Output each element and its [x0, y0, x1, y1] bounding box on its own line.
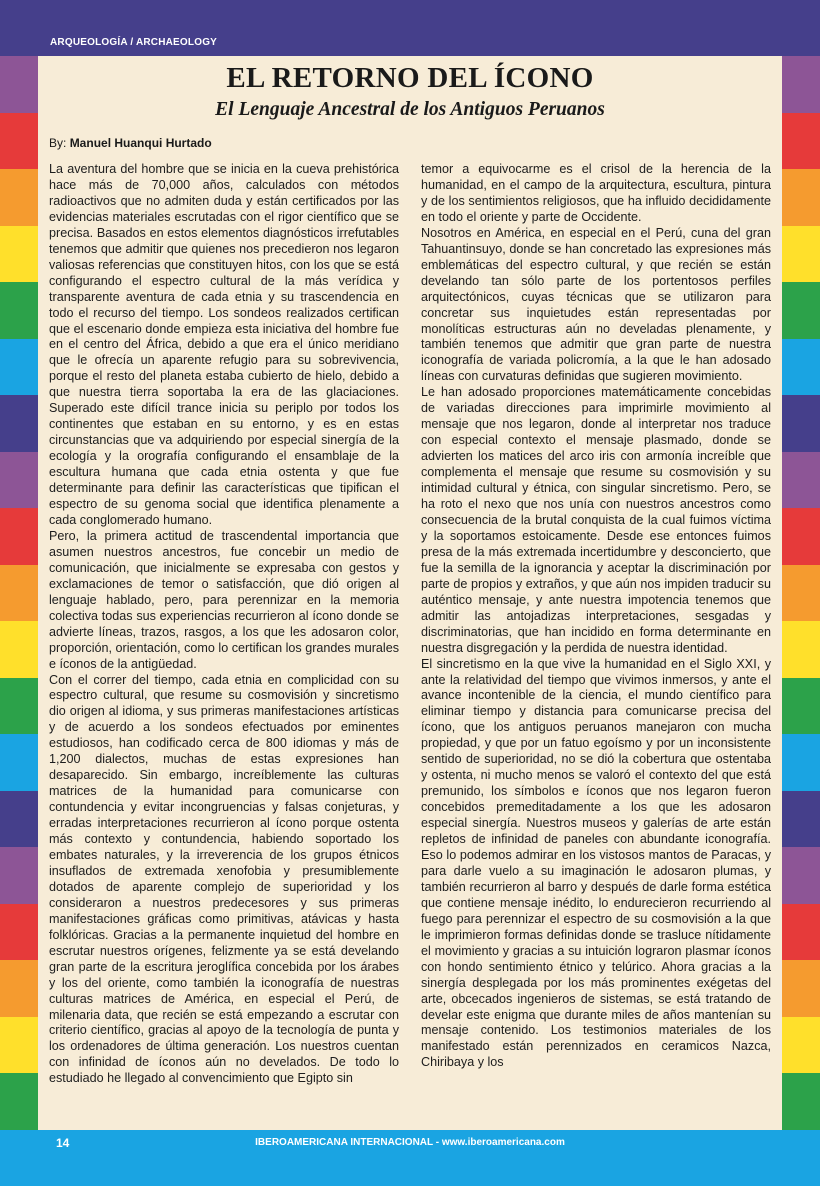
rainbow-segment: [782, 960, 820, 1017]
rainbow-segment: [782, 169, 820, 226]
rainbow-segment: [782, 113, 820, 170]
paragraph: Pero, la primera actitud de trascendental importancia que asumen nuestros ancestros, fue concebir un medio de comunicación, que inicialmente se expresaba con gestos y exclamaciones de temor o satisfacción, que dió origen al lenguaje hablado, pero, para perennizar en la memoria colectiva todas sus experiencias recurrieron al ícono donde se advierte líneas, trazos, rasgos, a los que les adosaron color, proporción, orientación, como lo certifican los grandes murales e íconos de la antigüedad.: [49, 528, 399, 671]
rainbow-segment: [782, 452, 820, 509]
rainbow-segment: [782, 56, 820, 113]
paragraph: Con el correr del tiempo, cada etnia en complicidad con su espectro cultural, que resume su cosmovisión y sincretismo dio origen al idioma, y sus primeras manifestaciones artísticas y de acuerdo a los sondeos efectuados por eminentes estudiosos, han codificado cerca de 800 idiomas y más de 1,200 dialectos, muchas de estas expresiones han desaparecido. Sin embargo, increíblemente las culturas matrices de la humanidad para comunicarse con contundencia y evitar incongruencias y falsas conjeturas, y erradas interpretaciones recurrieron al ícono porque ostenta más contexto y contundencia, habiendo soportado los embates naturales, y la irreverencia de los grupos étnicos insuflados de extremada xenofobia y presumiblemente dotados de aparente complejo de superioridad y los consideraron a nuestros predecesores y sus primeras manifestaciones gráficas como primitivas, atávicas y hasta folklóricas. Gracias a la permanente inquietud del hombre en escrutar nuestros orígenes, felizmente ya se está develando gran parte de la escritura jeroglífica concebida por los árabes y los del oriente, como también la iconografía de nuestras culturas matrices de América, en especial el Perú, de milenaria data, que recién se está empezando a escrutar con criterio científico, gracias al apoyo de la tecnología de punta y los ordenadores de última generación. Los nuestros cuentan con infinidad de íconos aún no develados. De todo lo estudiado he llegado al convencimiento que Egipto sin: [49, 672, 399, 1086]
rainbow-segment: [782, 565, 820, 622]
paragraph: Le han adosado proporciones matemáticamente concebidas de variadas direcciones para imprimirle movimiento al mensaje que nos legaron, donde al interpretar nos traduce con especial contexto el mensaje plasmado, donde se advierten los matices del arco iris con armonía increíble que complementa el mensaje que resume su cosmovisión y su intimidad cultural y étnica, con singular sincretismo. Pero, se ha roto el nexo que nos unía con nuestros ancestros como consecuencia de la brutal conquista de la cual fuimos víctima y la soportamos estoicamente. Desde ese entonces fuimos presa de la más extremada incertidumbre y desconcierto, que fue la semilla de la ignorancia y aceptar la discriminación por parte de propios y extraños, y que aún nos impiden traducir su auténtico mensaje, y ante nuestra impotencia tenemos que admitir las antojadizas interpretaciones, sesgadas y discriminatorias, que han incidido en forma determinante en nuestra disgregación y la perdida de nuestra identidad.: [421, 385, 771, 655]
author-name: Manuel Huanqui Hurtado: [69, 136, 212, 150]
paragraph: temor a equivocarme es el crisol de la herencia de la humanidad, en el campo de la arquitectura, escultura, pintura y de los sentimientos religiosos, que ha influido decididamente en todo el oriente y parte de Occidente.: [421, 162, 771, 224]
rainbow-segment: [782, 1073, 820, 1130]
rainbow-segment: [782, 1017, 820, 1074]
rainbow-segment: [782, 791, 820, 848]
rainbow-segment: [0, 791, 38, 848]
article-subtitle: El Lenguaje Ancestral de los Antiguos Peruanos: [215, 99, 605, 120]
rainbow-segment: [782, 282, 820, 339]
rainbow-segment: [0, 508, 38, 565]
rainbow-segment: [782, 734, 820, 791]
rainbow-segment: [0, 847, 38, 904]
rainbow-stripe-right: [782, 56, 820, 1130]
rainbow-segment: [782, 395, 820, 452]
paragraph: La aventura del hombre que se inicia en la cueva prehistórica hace más de 70,000 años, calculados con métodos radioactivos que no admiten duda y están certificados por las evidencias materiales escrutadas con el rigor científico que se precisa. Basados en estos elementos diagnósticos irrefutables tenemos que admitir que quienes nos precedieron nos legaron valiosas referencias que constituyen hitos, con los que se está configurando el espectro cultural de la más verídica y transparente aventura de cada etnia y su trascendencia en todo el recurso del tiempo. Los sondeos realizados certifican que el escenario donde empieza esta iniciativa del hombre fue en el centro del África, debido a que era el único meridiano que le ofrecía un aparente refugio para su sobrevivencia, porque el resto del planeta estaba cubierto de hielo, debido a que nuestra tierra soportaba la era de las glaciaciones. Superado este difícil trance inicia su periplo por todos los continentes que estaban en su entorno, y es en estas circunstancias que va adquiriendo por especial sinergía de la ecología y la orografía configurando el ensamblaje de la escultura humana que cada etnia ostenta y que fue determinante para definir las características que tipifican el espectro de su genoma social que identifica plenamente a cada conglomerado humano.: [49, 162, 399, 527]
rainbow-segment: [782, 904, 820, 961]
section-label: ARQUEOLOGÍA / ARCHAEOLOGY: [50, 37, 218, 48]
rainbow-segment: [0, 282, 38, 339]
rainbow-segment: [782, 678, 820, 735]
rainbow-segment: [782, 847, 820, 904]
rainbow-segment: [0, 113, 38, 170]
rainbow-segment: [782, 621, 820, 678]
rainbow-segment: [0, 395, 38, 452]
rainbow-segment: [0, 904, 38, 961]
rainbow-segment: [0, 734, 38, 791]
rainbow-segment: [0, 1017, 38, 1074]
rainbow-segment: [782, 226, 820, 283]
byline-label: By:: [49, 136, 67, 150]
footer-credit: IBEROAMERICANA INTERNACIONAL - www.iberoamericana.com: [255, 1137, 565, 1148]
rainbow-segment: [0, 452, 38, 509]
rainbow-segment: [0, 565, 38, 622]
page-number: 14: [56, 1136, 70, 1150]
rainbow-segment: [0, 678, 38, 735]
paragraph: El sincretismo en la que vive la humanidad en el Siglo XXI, y ante la relatividad del tiempo que vivimos inmersos, y ante el avance incontenible de la ciencia, el mundo científico para eliminar tiempo y distancia para comunicarse precisa del ícono, que los antiguos peruanos manejaron con mucha propiedad, y que por un fatuo egoísmo y por un inconsistente sentido de superioridad, no se dió la cobertura que ostentaba y ostenta, ni mucho menos se valoró el contexto del que está premunido, los símbolos e íconos que nos legaron fueron concebidos premeditadamente a los que les adosaron especial sinergía. Nuestros museos y galerías de arte están repletos de infinidad de paneles con abundante iconografía. Eso lo podemos admirar en los vistosos mantos de Paracas, y para darle vuelo a su imaginación le adosaron plumas, y también recurrieron al barro y después de darle forma estética que contiene mensaje inédito, lo endurecieron recurriendo al fuego para perennizar el espectro de su cosmovisión a la que le imprimieron formas definidas donde se trasluce nítidamente el movimiento y gracias a su intuición lograron plasmar íconos con hondo sentimiento étnico y telúrico. Ahora gracias a la sinergía desplegada por los más prominentes exégetas del arte, obcecados ingenieros de sistemas, se está tratando de develar este enigma que durante miles de años mantenían su mensaje contenido. Los testimonios materiales de los manifestado están perennizados en ceramicos Nazca, Chiribaya y los: [421, 656, 771, 1070]
rainbow-stripe-left: [0, 56, 38, 1130]
rainbow-segment: [0, 960, 38, 1017]
paragraph: Nosotros en América, en especial en el Perú, cuna del gran Tahuantinsuyo, donde se han concretado las expresiones más emblemáticas del espectro cultural, y que recién se están develando tan sólo parte de los portentosos perfiles arquitectónicos, cuyas técnicas que se utilizaron para concretar sus inquietudes están representadas por monolíticas estructuras aún no develadas plenamente, y también tenemos que admitir que gran parte de nuestra iconografía de variada policromía, a la que le han adosado líneas con curvaturas definidas que sugieren movimiento.: [421, 225, 771, 384]
rainbow-segment: [782, 339, 820, 396]
rainbow-segment: [782, 508, 820, 565]
article-column-right: [421, 162, 771, 1124]
rainbow-segment: [0, 621, 38, 678]
rainbow-segment: [0, 56, 38, 113]
rainbow-segment: [0, 339, 38, 396]
rainbow-segment: [0, 226, 38, 283]
article-title: EL RETORNO DEL ÍCONO: [226, 62, 594, 94]
article-column-left: [49, 162, 399, 1124]
rainbow-segment: [0, 169, 38, 226]
rainbow-segment: [0, 1073, 38, 1130]
byline: [49, 136, 212, 150]
